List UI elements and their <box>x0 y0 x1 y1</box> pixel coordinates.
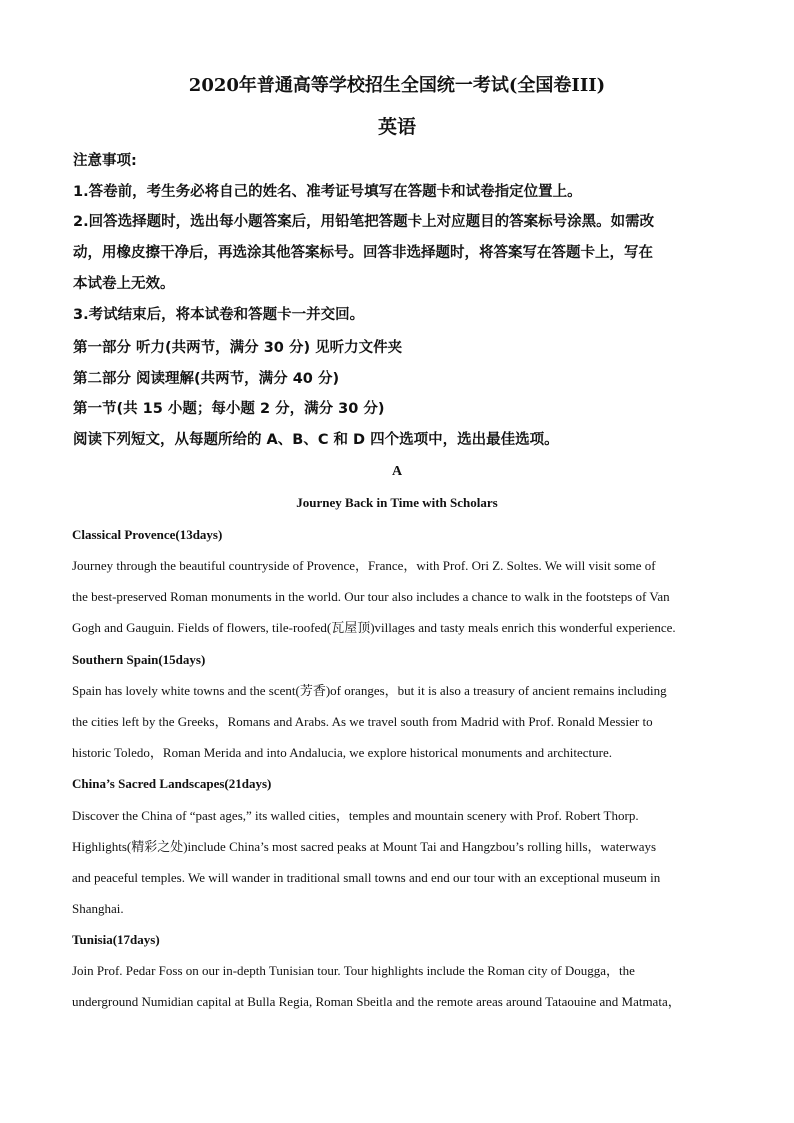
notice-line: 动，用橡皮擦干净后，再选涂其他答案标号。回答非选择题时，将答案写在答题卡上，写在 <box>73 245 653 261</box>
tour-heading: Southern Spain(15days) <box>72 652 206 667</box>
notice-line: 2.回答选择题时，选出每小题答案后，用铅笔把答题卡上对应题目的答案标号涂黑。如需改 <box>73 214 655 230</box>
notice-line: 本试卷上无效。 <box>73 276 175 292</box>
tour-text-line: Gogh and Gauguin. Fields of flowers, tile-roofed(瓦屋顶)villages and tasty meals enrich this wonderful experience. <box>72 620 676 635</box>
tour-text-line: the best-preserved Roman monuments in the world. Our tour also includes a chance to walk in the footsteps of Van <box>72 589 670 604</box>
section1-heading: 第一节(共 15 小题；每小题 2 分，满分 30 分) <box>73 401 385 417</box>
passage-title: Journey Back in Time with Scholars <box>296 495 498 510</box>
tour-text-line: Shanghai. <box>72 901 124 916</box>
tour-text-line: historic Toledo，Roman Merida and into Andalucia, we explore historical monuments and architecture. <box>72 745 613 760</box>
part1-heading: 第一部分 听力(共两节，满分 30 分) 见听力文件夹 <box>73 340 403 356</box>
tour-text-line: the cities left by the Greeks，Romans and Arabs. As we travel south from Madrid with Prof. Ronald Messier to <box>72 714 653 729</box>
tour-text-line: Journey through the beautiful countryside of Provence，France，with Prof. Ori Z. Soltes. We will visit some of <box>72 558 656 573</box>
tour-heading: China’s Sacred Landscapes(21days) <box>72 776 272 791</box>
part2-heading: 第二部分 阅读理解(共两节，满分 40 分) <box>73 371 340 387</box>
notice-line: 3.考试结束后，将本试卷和答题卡一并交回。 <box>73 307 365 323</box>
exam-title: 2020年普通高等学校招生全国统一考试(全国卷III) <box>188 75 606 96</box>
tour-text-line: Spain has lovely white towns and the scent(芳香)of oranges，but it is also a treasury of ancient remains including <box>72 683 667 698</box>
passage-letter: A <box>391 464 403 479</box>
subject-title: 英语 <box>377 116 416 138</box>
tour-text-line: underground Numidian capital at Bulla Regia, Roman Sbeitla and the remote areas around Tataouine and Matmata， <box>72 994 681 1009</box>
tour-text-line: Highlights(精彩之处)include China’s most sacred peaks at Mount Tai and Hangzbou’s rolling hills，waterways <box>72 839 657 854</box>
tour-text-line: Join Prof. Pedar Foss on our in-depth Tunisian tour. Tour highlights include the Roman city of Dougga，the <box>72 963 635 978</box>
tour-text-line: Discover the China of “past ages,” its walled cities，temples and mountain scenery with Prof. Robert Thorp. <box>72 808 639 823</box>
notice-label: 注意事项: <box>73 153 137 169</box>
tour-text-line: and peaceful temples. We will wander in traditional small towns and end our tour with an exceptional museum in <box>72 870 661 885</box>
instruction-text: 阅读下列短文，从每题所给的 A、B、C 和 D 四个选项中，选出最佳选项。 <box>73 432 559 448</box>
notice-line: 1.答卷前，考生务必将自己的姓名、准考证号填写在答题卡和试卷指定位置上。 <box>73 184 582 200</box>
tour-heading: Tunisia(17days) <box>72 932 160 947</box>
tour-heading: Classical Provence(13days) <box>72 527 223 542</box>
